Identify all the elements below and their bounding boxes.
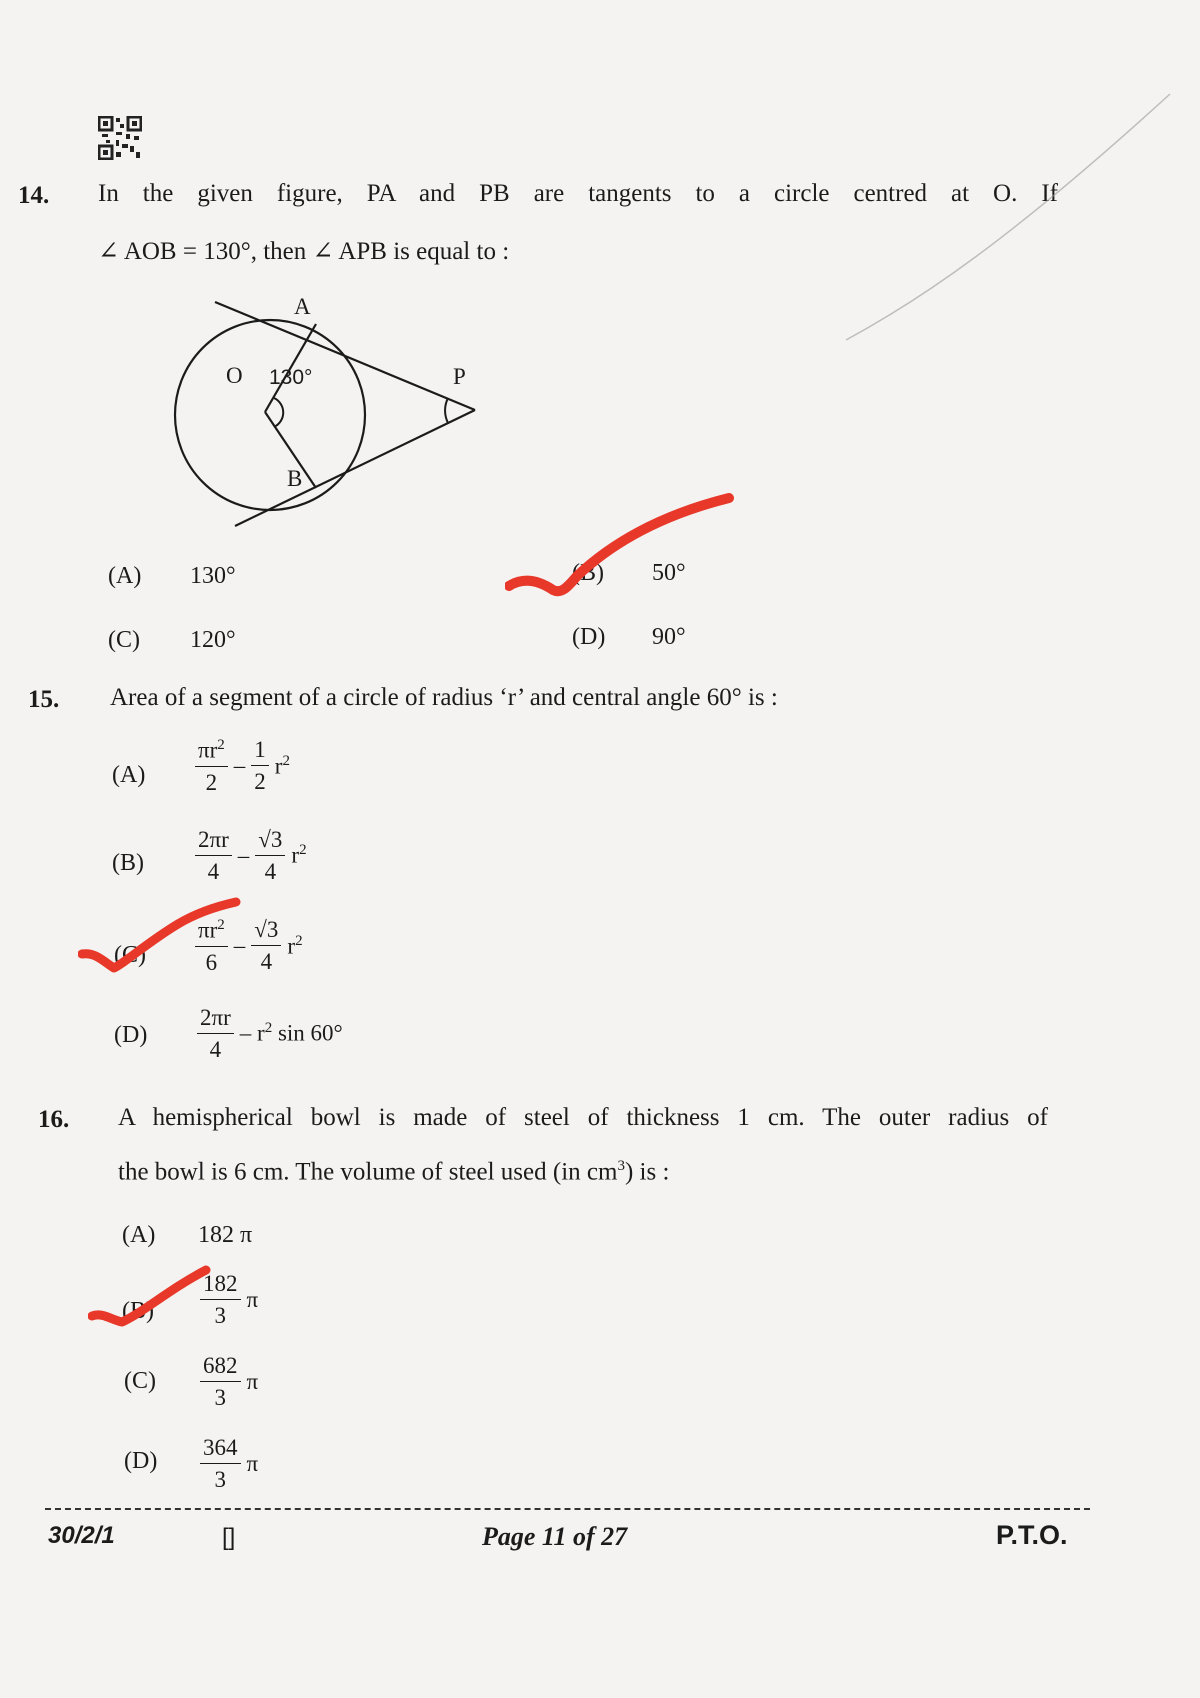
- q14-option-d-label: (D): [572, 624, 606, 650]
- q14-text-line2: ∠ AOB = 130°, then ∠ APB is equal to :: [98, 238, 510, 265]
- q14-text-line1: In the given figure, PA and PB are tangents to a circle centred at O. If: [98, 180, 1058, 207]
- fraction: $\frac{√3}{4}$: [251, 918, 281, 973]
- answer-tick-q14: [505, 490, 735, 600]
- q16-text-line1: A hemispherical bowl is made of steel of thickness 1 cm. The outer radius of: [118, 1104, 1048, 1131]
- q16-option-d-label: (D): [124, 1448, 158, 1474]
- angle-label: 130°: [269, 366, 313, 389]
- answer-tick-q16: [88, 1264, 218, 1334]
- q15-option-c-expression: $\frac{\pi r^2}{6}$ – $\frac{√3}{4}$ $r^2$: [195, 918, 303, 974]
- label-p: P: [453, 364, 466, 389]
- q14-option-a-label: (A): [108, 563, 142, 589]
- label-b: B: [287, 466, 303, 491]
- q16-option-b-expression: $\frac{182}{3}$ π: [200, 1272, 258, 1327]
- fraction: $\frac{\pi r^2}{6}$: [195, 918, 228, 974]
- circle: [175, 320, 365, 510]
- fraction: $\frac{2\pi r}{4}$: [195, 828, 232, 883]
- q14-number: 14.: [18, 182, 50, 209]
- q14-option-c-value: 120°: [190, 627, 236, 653]
- tangent-pb: [235, 410, 475, 526]
- q14-option-d-value: 90°: [652, 624, 686, 650]
- q15-option-a-expression: $\frac{\pi r^2}{2}$ – $\frac{1}{2}$ $r^2$: [195, 738, 290, 794]
- paper-code: 30/2/1: [48, 1522, 115, 1549]
- fraction: $\frac{1}{2}$: [251, 738, 269, 793]
- q15-text: Area of a segment of a circle of radius ‘r’ and central angle 60° is :: [110, 684, 778, 711]
- q15-option-c-label: (C): [114, 942, 146, 968]
- q14-option-a-value: 130°: [190, 563, 236, 589]
- angle-arc-o: [274, 398, 283, 427]
- fraction: $\frac{√3}{4}$: [255, 828, 285, 883]
- q15-option-a-label: (A): [112, 762, 146, 788]
- tangent-pa: [215, 302, 475, 410]
- q16-option-b-label: (B): [122, 1298, 154, 1324]
- fraction: $\frac{\pi r^2}{2}$: [195, 738, 228, 794]
- q15-option-b-label: (B): [112, 850, 144, 876]
- q16-option-d-expression: $\frac{364}{3}$ π: [200, 1436, 258, 1491]
- q15-option-d-label: (D): [114, 1022, 148, 1048]
- answer-tick-q15: [78, 896, 248, 976]
- q15-number: 15.: [28, 686, 60, 713]
- q14-option-c-label: (C): [108, 627, 140, 653]
- q16-option-a-value: 182 π: [198, 1222, 253, 1248]
- q16-option-c-expression: $\frac{682}{3}$ π: [200, 1354, 258, 1409]
- fraction: $\frac{2\pi r}{4}$: [197, 1006, 234, 1061]
- label-o: O: [226, 363, 243, 388]
- pencil-mark: [840, 90, 1180, 350]
- footer-divider: [45, 1508, 1090, 1510]
- q15-option-b-expression: $\frac{2\pi r}{4}$ – $\frac{√3}{4}$ $r^2$: [195, 828, 307, 883]
- footer-brackets: []: [222, 1524, 236, 1551]
- q16-number: 16.: [38, 1106, 70, 1133]
- q16-text-line2: the bowl is 6 cm. The volume of steel used (in $cm^3$) is :: [118, 1158, 670, 1186]
- pto-label: P.T.O.: [996, 1520, 1068, 1550]
- angle-arc-p: [445, 398, 448, 423]
- fraction: $\frac{364}{3}$: [200, 1436, 241, 1491]
- qr-code-icon: [98, 116, 142, 160]
- q15-option-d-expression: $\frac{2\pi r}{4}$ – $r^2$ sin 60°: [197, 1006, 343, 1061]
- q16-option-a-label: (A): [122, 1222, 156, 1248]
- q16-option-c-label: (C): [124, 1368, 156, 1394]
- fraction: $\frac{182}{3}$: [200, 1272, 241, 1327]
- fraction: $\frac{682}{3}$: [200, 1354, 241, 1409]
- label-a: A: [294, 294, 311, 319]
- page-number: Page 11 of 27: [482, 1522, 628, 1551]
- q14-tangent-figure: [170, 290, 550, 540]
- q14-option-b-label: (B): [572, 560, 604, 586]
- q14-option-b-value: 50°: [652, 560, 686, 586]
